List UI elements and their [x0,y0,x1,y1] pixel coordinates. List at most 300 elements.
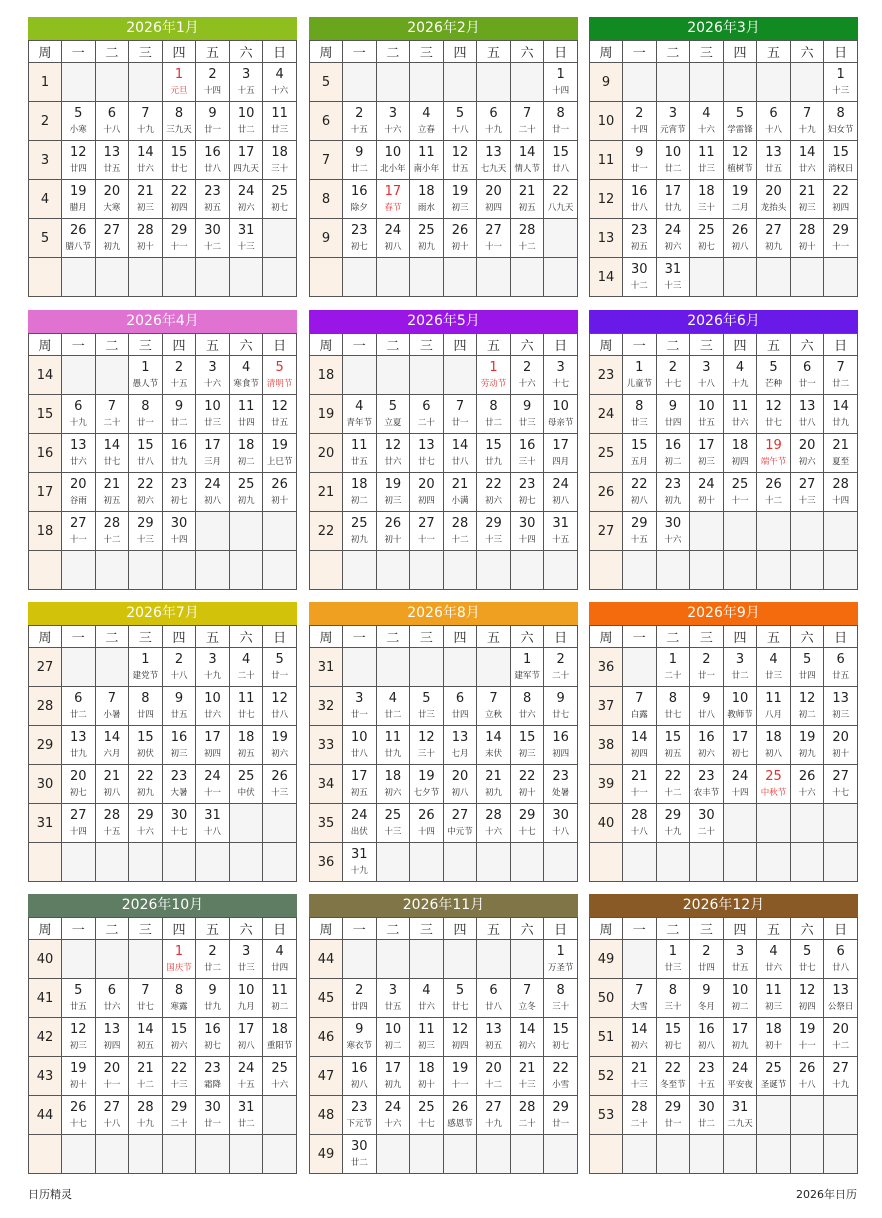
day-cell[interactable] [343,473,377,512]
day-cell[interactable] [824,219,858,258]
day-cell[interactable] [757,141,791,180]
day-cell[interactable] [129,356,163,395]
day-cell[interactable] [544,473,578,512]
day-cell[interactable] [343,434,377,473]
day-cell[interactable] [690,979,724,1018]
day-cell[interactable] [196,1096,230,1135]
day-cell[interactable] [656,473,690,512]
day-cell[interactable] [477,765,511,804]
day-cell[interactable] [376,979,410,1018]
day-cell[interactable] [263,765,297,804]
day-cell[interactable] [196,648,230,687]
day-cell[interactable] [129,141,163,180]
day-cell[interactable] [656,687,690,726]
day-cell[interactable] [162,473,196,512]
day-cell[interactable] [824,63,858,102]
day-cell[interactable] [95,141,129,180]
day-cell[interactable] [410,102,444,141]
day-cell[interactable] [510,648,544,687]
day-cell[interactable] [162,1096,196,1135]
day-cell[interactable] [623,1018,657,1057]
day-cell[interactable] [790,473,824,512]
day-cell[interactable] [477,979,511,1018]
day-cell[interactable] [229,356,263,395]
day-cell[interactable] [263,434,297,473]
day-cell[interactable] [443,1057,477,1096]
day-cell[interactable] [263,1018,297,1057]
day-cell[interactable] [723,765,757,804]
day-cell[interactable] [263,141,297,180]
day-cell[interactable] [723,1057,757,1096]
day-cell[interactable] [343,804,377,843]
day-cell[interactable] [790,102,824,141]
day-cell[interactable] [62,1096,96,1135]
day-cell[interactable] [62,473,96,512]
day-cell[interactable] [343,726,377,765]
day-cell[interactable] [376,1057,410,1096]
day-cell[interactable] [343,395,377,434]
day-cell[interactable] [656,180,690,219]
day-cell[interactable] [229,1057,263,1096]
day-cell[interactable] [656,258,690,297]
day-cell[interactable] [196,765,230,804]
day-cell[interactable] [443,804,477,843]
day-cell[interactable] [343,765,377,804]
day-cell[interactable] [62,1057,96,1096]
day-cell[interactable] [623,434,657,473]
day-cell[interactable] [162,356,196,395]
day-cell[interactable] [443,726,477,765]
day-cell[interactable] [690,940,724,979]
day-cell[interactable] [544,180,578,219]
day-cell[interactable] [62,765,96,804]
day-cell[interactable] [443,434,477,473]
day-cell[interactable] [263,63,297,102]
day-cell[interactable] [129,979,163,1018]
day-cell[interactable] [196,804,230,843]
day-cell[interactable] [723,395,757,434]
day-cell[interactable] [376,180,410,219]
day-cell[interactable] [656,804,690,843]
day-cell[interactable] [690,804,724,843]
day-cell[interactable] [723,648,757,687]
day-cell[interactable] [477,356,511,395]
day-cell[interactable] [690,219,724,258]
day-cell[interactable] [623,804,657,843]
day-cell[interactable] [343,219,377,258]
day-cell[interactable] [544,63,578,102]
day-cell[interactable] [95,804,129,843]
day-cell[interactable] [510,687,544,726]
day-cell[interactable] [129,726,163,765]
day-cell[interactable] [343,180,377,219]
day-cell[interactable] [162,940,196,979]
day-cell[interactable] [723,940,757,979]
day-cell[interactable] [510,512,544,551]
day-cell[interactable] [229,180,263,219]
day-cell[interactable] [510,141,544,180]
day-cell[interactable] [162,180,196,219]
day-cell[interactable] [229,940,263,979]
day-cell[interactable] [229,1018,263,1057]
day-cell[interactable] [376,434,410,473]
day-cell[interactable] [790,726,824,765]
day-cell[interactable] [196,1057,230,1096]
day-cell[interactable] [623,1057,657,1096]
day-cell[interactable] [623,765,657,804]
day-cell[interactable] [129,804,163,843]
day-cell[interactable] [443,395,477,434]
day-cell[interactable] [62,219,96,258]
day-cell[interactable] [544,1057,578,1096]
day-cell[interactable] [477,219,511,258]
day-cell[interactable] [656,979,690,1018]
day-cell[interactable] [690,141,724,180]
day-cell[interactable] [229,765,263,804]
day-cell[interactable] [62,726,96,765]
day-cell[interactable] [95,219,129,258]
day-cell[interactable] [95,102,129,141]
day-cell[interactable] [477,1018,511,1057]
day-cell[interactable] [376,726,410,765]
day-cell[interactable] [343,979,377,1018]
day-cell[interactable] [757,102,791,141]
day-cell[interactable] [824,102,858,141]
day-cell[interactable] [376,1096,410,1135]
day-cell[interactable] [162,102,196,141]
day-cell[interactable] [376,765,410,804]
day-cell[interactable] [263,395,297,434]
day-cell[interactable] [196,180,230,219]
day-cell[interactable] [690,180,724,219]
day-cell[interactable] [376,512,410,551]
day-cell[interactable] [343,1018,377,1057]
day-cell[interactable] [510,1057,544,1096]
day-cell[interactable] [410,180,444,219]
day-cell[interactable] [229,102,263,141]
day-cell[interactable] [510,979,544,1018]
day-cell[interactable] [510,102,544,141]
day-cell[interactable] [757,940,791,979]
day-cell[interactable] [229,473,263,512]
day-cell[interactable] [229,219,263,258]
day-cell[interactable] [790,141,824,180]
day-cell[interactable] [690,395,724,434]
day-cell[interactable] [95,473,129,512]
day-cell[interactable] [263,648,297,687]
day-cell[interactable] [410,804,444,843]
day-cell[interactable] [723,356,757,395]
day-cell[interactable] [824,356,858,395]
day-cell[interactable] [263,473,297,512]
day-cell[interactable] [477,180,511,219]
day-cell[interactable] [162,1057,196,1096]
day-cell[interactable] [129,473,163,512]
day-cell[interactable] [376,219,410,258]
day-cell[interactable] [544,1096,578,1135]
day-cell[interactable] [62,1018,96,1057]
day-cell[interactable] [263,726,297,765]
day-cell[interactable] [544,395,578,434]
day-cell[interactable] [263,979,297,1018]
day-cell[interactable] [757,434,791,473]
day-cell[interactable] [790,180,824,219]
day-cell[interactable] [95,512,129,551]
day-cell[interactable] [343,141,377,180]
day-cell[interactable] [544,687,578,726]
day-cell[interactable] [757,687,791,726]
day-cell[interactable] [443,765,477,804]
day-cell[interactable] [544,356,578,395]
day-cell[interactable] [824,180,858,219]
day-cell[interactable] [129,648,163,687]
day-cell[interactable] [824,1018,858,1057]
day-cell[interactable] [95,434,129,473]
day-cell[interactable] [723,102,757,141]
day-cell[interactable] [824,940,858,979]
day-cell[interactable] [477,1096,511,1135]
day-cell[interactable] [656,940,690,979]
day-cell[interactable] [544,434,578,473]
day-cell[interactable] [656,102,690,141]
day-cell[interactable] [376,102,410,141]
day-cell[interactable] [62,687,96,726]
day-cell[interactable] [162,979,196,1018]
day-cell[interactable] [196,1018,230,1057]
day-cell[interactable] [443,1096,477,1135]
day-cell[interactable] [95,687,129,726]
day-cell[interactable] [263,356,297,395]
day-cell[interactable] [376,141,410,180]
day-cell[interactable] [196,434,230,473]
day-cell[interactable] [263,1057,297,1096]
day-cell[interactable] [263,180,297,219]
day-cell[interactable] [129,395,163,434]
day-cell[interactable] [376,804,410,843]
day-cell[interactable] [263,102,297,141]
day-cell[interactable] [95,979,129,1018]
day-cell[interactable] [790,940,824,979]
day-cell[interactable] [510,395,544,434]
day-cell[interactable] [723,979,757,1018]
day-cell[interactable] [510,473,544,512]
day-cell[interactable] [410,434,444,473]
day-cell[interactable] [229,648,263,687]
day-cell[interactable] [162,804,196,843]
day-cell[interactable] [757,473,791,512]
day-cell[interactable] [376,395,410,434]
day-cell[interactable] [229,1096,263,1135]
day-cell[interactable] [690,356,724,395]
day-cell[interactable] [510,180,544,219]
day-cell[interactable] [757,765,791,804]
day-cell[interactable] [723,687,757,726]
day-cell[interactable] [196,395,230,434]
day-cell[interactable] [510,434,544,473]
day-cell[interactable] [443,219,477,258]
day-cell[interactable] [544,726,578,765]
day-cell[interactable] [656,141,690,180]
day-cell[interactable] [757,648,791,687]
day-cell[interactable] [162,1018,196,1057]
day-cell[interactable] [656,434,690,473]
day-cell[interactable] [757,979,791,1018]
day-cell[interactable] [62,979,96,1018]
day-cell[interactable] [376,687,410,726]
day-cell[interactable] [623,726,657,765]
day-cell[interactable] [757,395,791,434]
day-cell[interactable] [129,687,163,726]
day-cell[interactable] [723,473,757,512]
day-cell[interactable] [95,395,129,434]
day-cell[interactable] [510,726,544,765]
day-cell[interactable] [790,1057,824,1096]
day-cell[interactable] [544,512,578,551]
day-cell[interactable] [656,356,690,395]
day-cell[interactable] [62,102,96,141]
day-cell[interactable] [690,726,724,765]
day-cell[interactable] [95,765,129,804]
day-cell[interactable] [343,1057,377,1096]
day-cell[interactable] [196,940,230,979]
day-cell[interactable] [62,395,96,434]
day-cell[interactable] [510,1096,544,1135]
day-cell[interactable] [162,687,196,726]
day-cell[interactable] [129,434,163,473]
day-cell[interactable] [656,395,690,434]
day-cell[interactable] [196,356,230,395]
day-cell[interactable] [129,512,163,551]
day-cell[interactable] [757,726,791,765]
day-cell[interactable] [410,512,444,551]
day-cell[interactable] [790,979,824,1018]
day-cell[interactable] [129,1018,163,1057]
day-cell[interactable] [623,979,657,1018]
day-cell[interactable] [129,1057,163,1096]
day-cell[interactable] [544,940,578,979]
day-cell[interactable] [544,102,578,141]
day-cell[interactable] [824,473,858,512]
day-cell[interactable] [62,180,96,219]
day-cell[interactable] [162,512,196,551]
day-cell[interactable] [263,687,297,726]
day-cell[interactable] [443,687,477,726]
day-cell[interactable] [410,1057,444,1096]
day-cell[interactable] [723,1096,757,1135]
day-cell[interactable] [196,102,230,141]
day-cell[interactable] [623,512,657,551]
day-cell[interactable] [343,512,377,551]
day-cell[interactable] [790,687,824,726]
day-cell[interactable] [723,219,757,258]
day-cell[interactable] [263,940,297,979]
day-cell[interactable] [477,434,511,473]
day-cell[interactable] [376,1018,410,1057]
day-cell[interactable] [162,395,196,434]
day-cell[interactable] [443,1018,477,1057]
day-cell[interactable] [62,512,96,551]
day-cell[interactable] [723,180,757,219]
day-cell[interactable] [196,687,230,726]
day-cell[interactable] [757,356,791,395]
day-cell[interactable] [623,180,657,219]
day-cell[interactable] [544,979,578,1018]
day-cell[interactable] [343,843,377,882]
day-cell[interactable] [162,434,196,473]
day-cell[interactable] [62,804,96,843]
day-cell[interactable] [196,726,230,765]
day-cell[interactable] [544,648,578,687]
day-cell[interactable] [690,765,724,804]
day-cell[interactable] [790,1018,824,1057]
day-cell[interactable] [95,180,129,219]
day-cell[interactable] [824,434,858,473]
day-cell[interactable] [343,687,377,726]
day-cell[interactable] [510,765,544,804]
day-cell[interactable] [196,63,230,102]
day-cell[interactable] [229,687,263,726]
day-cell[interactable] [790,434,824,473]
day-cell[interactable] [443,979,477,1018]
day-cell[interactable] [477,726,511,765]
day-cell[interactable] [623,473,657,512]
day-cell[interactable] [410,726,444,765]
day-cell[interactable] [162,219,196,258]
day-cell[interactable] [129,765,163,804]
day-cell[interactable] [129,180,163,219]
day-cell[interactable] [410,1018,444,1057]
day-cell[interactable] [623,356,657,395]
day-cell[interactable] [824,765,858,804]
day-cell[interactable] [690,1018,724,1057]
day-cell[interactable] [95,726,129,765]
day-cell[interactable] [477,804,511,843]
day-cell[interactable] [443,141,477,180]
day-cell[interactable] [196,219,230,258]
day-cell[interactable] [824,687,858,726]
day-cell[interactable] [656,219,690,258]
day-cell[interactable] [623,102,657,141]
day-cell[interactable] [410,473,444,512]
day-cell[interactable] [196,141,230,180]
day-cell[interactable] [477,687,511,726]
day-cell[interactable] [62,434,96,473]
day-cell[interactable] [544,141,578,180]
day-cell[interactable] [443,180,477,219]
day-cell[interactable] [162,726,196,765]
day-cell[interactable] [757,180,791,219]
day-cell[interactable] [623,219,657,258]
day-cell[interactable] [343,1096,377,1135]
day-cell[interactable] [410,141,444,180]
day-cell[interactable] [229,726,263,765]
day-cell[interactable] [229,395,263,434]
day-cell[interactable] [443,473,477,512]
day-cell[interactable] [723,141,757,180]
day-cell[interactable] [544,804,578,843]
day-cell[interactable] [690,473,724,512]
day-cell[interactable] [510,356,544,395]
day-cell[interactable] [196,473,230,512]
day-cell[interactable] [790,356,824,395]
day-cell[interactable] [723,434,757,473]
day-cell[interactable] [129,1096,163,1135]
day-cell[interactable] [410,765,444,804]
day-cell[interactable] [343,102,377,141]
day-cell[interactable] [343,1135,377,1174]
day-cell[interactable] [443,512,477,551]
day-cell[interactable] [656,648,690,687]
